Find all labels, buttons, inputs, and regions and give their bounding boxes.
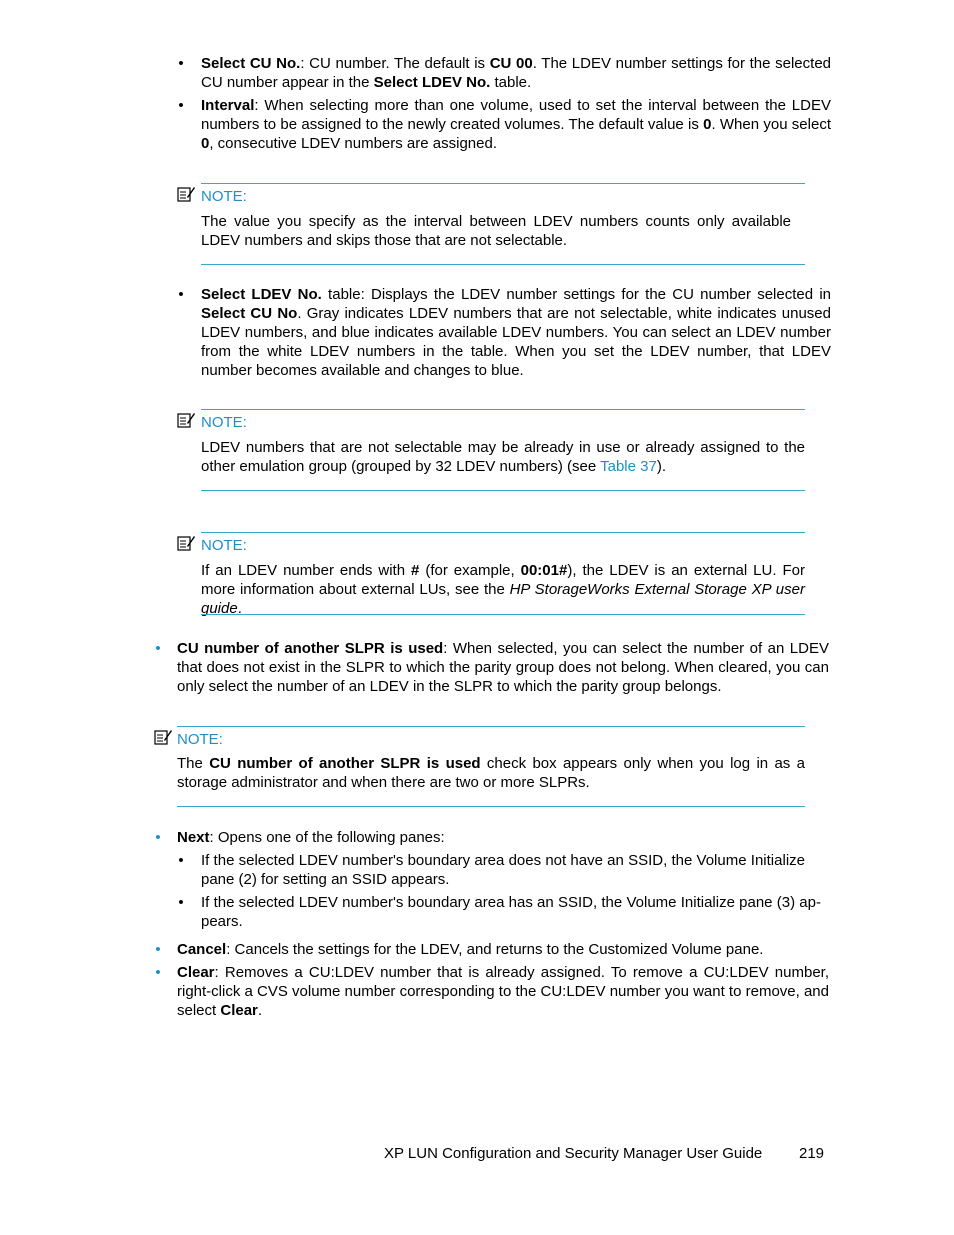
- note-pencil-icon: [177, 186, 195, 202]
- note-rule-top: [201, 409, 805, 410]
- note-rule-bottom: [201, 490, 805, 491]
- note-label: NOTE:: [201, 537, 247, 554]
- next-sub-item: If the selected LDEV number's boundary area does not have an SSID, the Volume Initialize pane (2) for setting an SSID appears.: [201, 852, 805, 888]
- bullet-dot: •: [178, 852, 184, 869]
- bullet-dot: •: [155, 964, 161, 981]
- bullet-dot: •: [178, 286, 184, 303]
- bullet-dot: •: [155, 640, 161, 657]
- note-rule-top: [201, 183, 805, 184]
- bullet-dot: •: [178, 55, 184, 72]
- bullet-dot: •: [155, 941, 161, 958]
- bullet-dot: •: [178, 97, 184, 114]
- table-37-link[interactable]: Table 37: [600, 458, 657, 475]
- note-text: If an LDEV number ends with # (for example, 00:01#), the LDEV is an external LU. For more information about external LUs, see the HP StorageWorks External Storage XP user guide.: [201, 562, 805, 617]
- bullet-cancel: Cancel: Cancels the settings for the LDEV, and returns to the Customized Volume pane.: [177, 941, 764, 958]
- bullet-dot: •: [155, 829, 161, 846]
- note-pencil-icon: [154, 729, 172, 745]
- note-rule-bottom: [201, 264, 805, 265]
- next-sub-item: If the selected LDEV number's boundary area has an SSID, the Volume Initialize pane (3) ap-pears.: [201, 894, 821, 930]
- page-number: 219: [799, 1145, 825, 1162]
- note-text: LDEV numbers that are not selectable may be already in use or already assigned to the other emulation group (grouped by 32 LDEV numbers) (see Table 37).: [201, 439, 805, 475]
- bullet-select-ldev: Select LDEV No. table: Displays the LDEV number settings for the CU number selected in Select CU No. Gray indicates LDEV numbers that are not selectable, white indicates unused LDEV numbers, and blue indicates available LDEV numbers. You can select an LDEV number from the white LDEV numbers in the table. When you set the LDEV number, that LDEV number becomes available and changes to blue.: [201, 286, 831, 379]
- bullet-clear: Clear: Removes a CU:LDEV number that is already assigned. To remove a CU:LDEV number, right-click a CVS volume number corresponding to the CU:LDEV number you want to remove, and select Clear.: [177, 964, 829, 1019]
- bullet-another-slpr: CU number of another SLPR is used: When selected, you can select the number of an LDEV that does not exist in the SLPR to which the parity group does not belong. When cleared, you can only select the number of an LDEV in the SLPR to which the parity group belongs.: [177, 640, 829, 695]
- note-label: NOTE:: [177, 731, 223, 748]
- note-label: NOTE:: [201, 188, 247, 205]
- note-rule-top: [201, 532, 805, 533]
- note-text: The CU number of another SLPR is used check box appears only when you log in as a storage administrator and when there are two or more SLPRs.: [177, 755, 805, 791]
- bullet-select-cu: Select CU No.: CU number. The default is CU 00. The LDEV number settings for the selected CU number appear in the Select LDEV No. table.: [201, 55, 831, 91]
- note-rule-bottom: [177, 806, 805, 807]
- footer-title: XP LUN Configuration and Security Manager User Guide: [384, 1145, 763, 1162]
- note-rule-top: [177, 726, 805, 727]
- note-pencil-icon: [177, 412, 195, 428]
- bullet-interval: Interval: When selecting more than one volume, used to set the interval between the LDEV numbers to be assigned to the newly created volumes. The default value is 0. When you select 0, consecutive LDEV numbers are assigned.: [201, 97, 831, 152]
- note-rule-bottom: [201, 614, 805, 615]
- note-label: NOTE:: [201, 414, 247, 431]
- note-pencil-icon: [177, 535, 195, 551]
- bullet-next: Next: Opens one of the following panes:: [177, 829, 445, 846]
- note-text: The value you specify as the interval between LDEV numbers counts only available LDEV numbers and skips those that are not selectable.: [201, 213, 791, 249]
- bullet-dot: •: [178, 894, 184, 911]
